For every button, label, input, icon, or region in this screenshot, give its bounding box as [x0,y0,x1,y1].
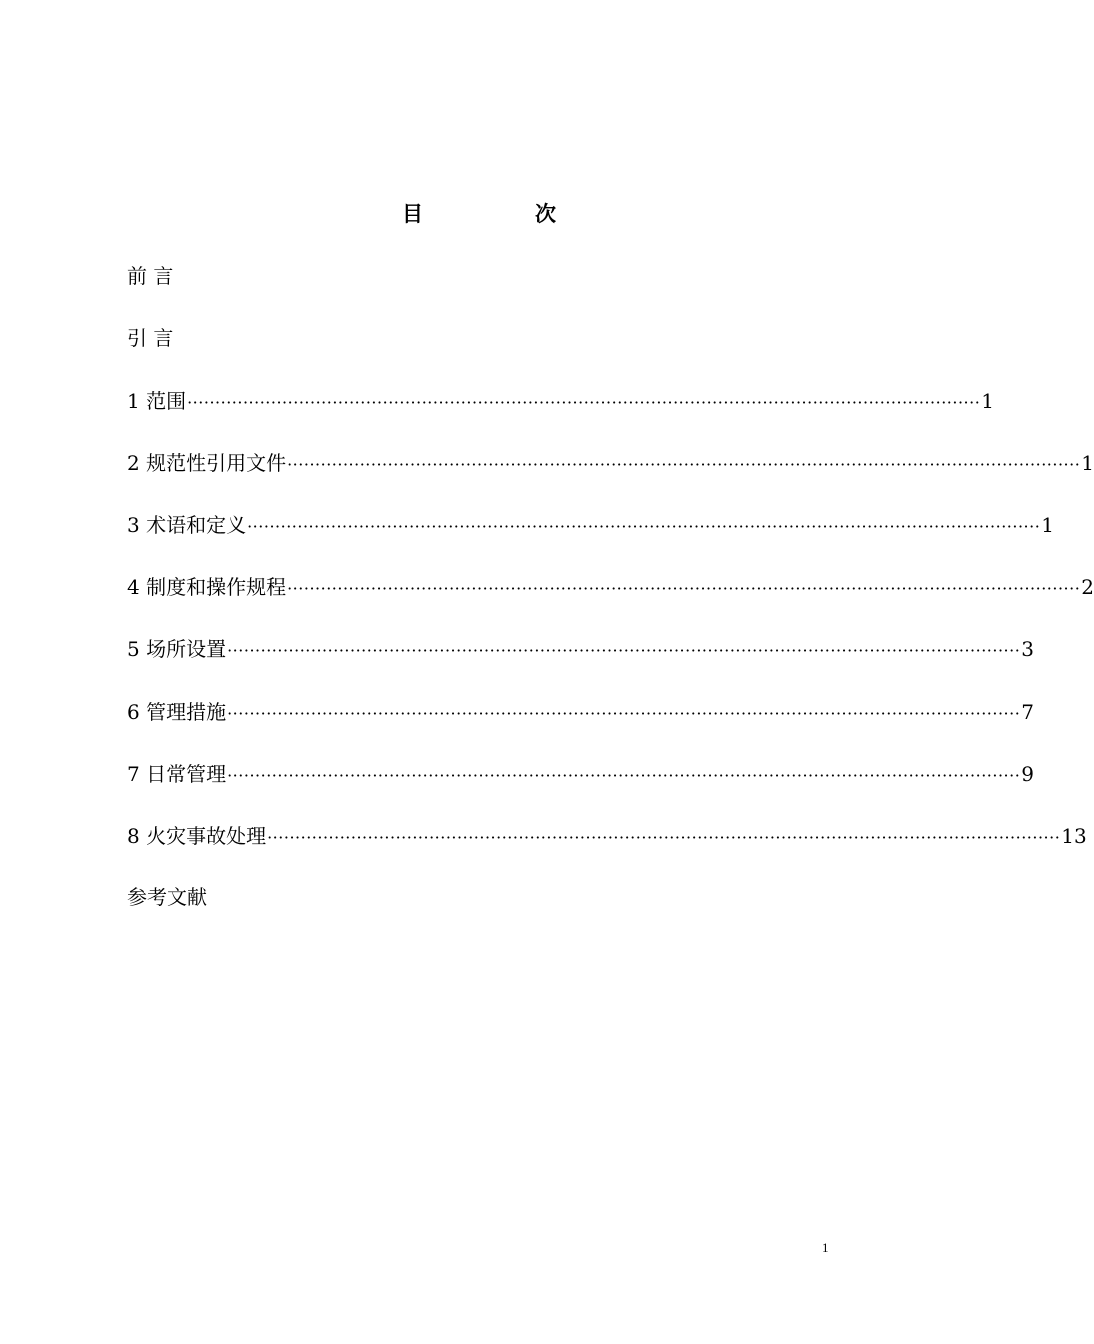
toc-entry-page: 1 [1041,513,1055,537]
toc-dot-leader: ·············································································································································· [267,828,1061,847]
toc-entry [127,573,1094,601]
toc-dot-leader: ·············································································································································· [287,579,1081,598]
toc-entry-label: 5 场所设置 [127,637,227,661]
toc-title-char-1: 目 [402,202,423,226]
toc-references: 参考文献 [127,885,207,909]
toc-title-char-2: 次 [535,202,556,226]
toc-entry-page: 9 [1021,762,1035,786]
toc-dot-leader: ·············································································································································· [227,704,1021,723]
toc-entry [127,822,1087,850]
toc-entry-page: 7 [1021,700,1035,724]
toc-introduction: 引 言 [127,326,174,350]
toc-entry-page: 2 [1081,575,1094,599]
toc-entry-label: 3 术语和定义 [127,513,247,537]
toc-entry [127,698,1035,726]
toc-dot-leader: ·············································································································································· [187,393,981,412]
toc-entry [127,449,1094,477]
toc-entry [127,511,1055,539]
toc-entry-label: 8 火灾事故处理 [127,824,267,848]
toc-dot-leader: ·············································································································································· [247,517,1041,536]
toc-entry-label: 6 管理措施 [127,700,227,724]
toc-entry-page: 1 [981,389,995,413]
toc-entry-label: 1 范围 [127,389,187,413]
toc-entry [127,387,995,415]
toc-preface: 前 言 [127,264,174,288]
toc-dot-leader: ·············································································································································· [227,766,1021,785]
toc-entry [127,760,1035,788]
toc-entry-label: 7 日常管理 [127,762,227,786]
toc-dot-leader: ·············································································································································· [227,641,1021,660]
toc-entry-label: 4 制度和操作规程 [127,575,287,599]
toc-entry-page: 13 [1061,824,1087,848]
page-number: 1 [822,1240,829,1255]
toc-entry-page: 3 [1021,637,1035,661]
toc-entry [127,635,1035,663]
toc-dot-leader: ·············································································································································· [287,455,1081,474]
toc-title [0,198,950,232]
toc-entry-page: 1 [1081,451,1094,475]
toc-entry-label: 2 规范性引用文件 [127,451,287,475]
